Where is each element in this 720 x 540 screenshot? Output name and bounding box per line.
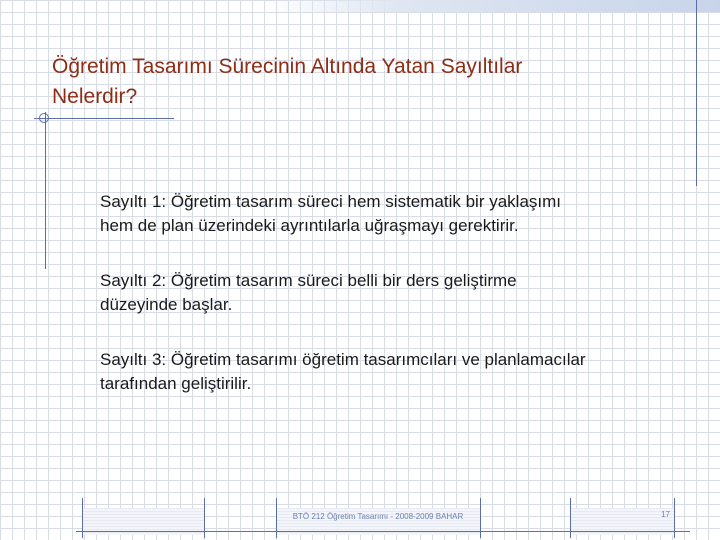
footer-tick-line <box>674 498 675 538</box>
crosshair-circle-icon <box>39 113 49 123</box>
footer-course-text: BTÖ 212 Öğretim Tasarımı - 2008-2009 BAHAR <box>292 512 464 521</box>
assumption-2-line2: düzeyinde başlar. <box>100 295 233 314</box>
footer-tick-line <box>570 498 571 538</box>
assumption-item-3 <box>100 348 690 396</box>
page-number: 17 <box>661 510 670 519</box>
slide-title-line1: Öğretim Tasarımı Sürecinin Altında Yatan Sayıltılar <box>52 55 523 78</box>
crosshair-horizontal-line <box>34 118 174 119</box>
assumption-item-2 <box>100 269 690 317</box>
footer-tick-line <box>480 498 481 538</box>
right-decorative-line <box>696 0 697 186</box>
assumption-1-line2: hem de plan üzerindeki ayrıntılarla uğraşmayı gerektirir. <box>100 216 519 235</box>
assumption-3-line1: Sayıltı 3: Öğretim tasarımı öğretim tasarımcıları ve planlamacılar <box>100 350 586 369</box>
assumption-2-line1: Sayıltı 2: Öğretim tasarım süreci belli bir ders geliştirme <box>100 271 517 290</box>
crosshair-vertical-line <box>45 112 46 269</box>
top-decorative-band <box>262 0 720 12</box>
footer-tick-line <box>204 498 205 538</box>
assumption-3-line2: tarafından geliştirilir. <box>100 374 252 393</box>
assumptions-list <box>100 190 690 427</box>
footer-tick-line <box>82 498 83 538</box>
footer-divider-line <box>76 531 690 532</box>
assumption-item-1 <box>100 190 690 238</box>
assumption-1-line1: Sayıltı 1: Öğretim tasarım süreci hem sistematik bir yaklaşımı <box>100 192 562 211</box>
slide-footer <box>0 496 720 540</box>
slide-title-line2: Nelerdir? <box>52 85 138 108</box>
slide-title <box>52 52 652 112</box>
